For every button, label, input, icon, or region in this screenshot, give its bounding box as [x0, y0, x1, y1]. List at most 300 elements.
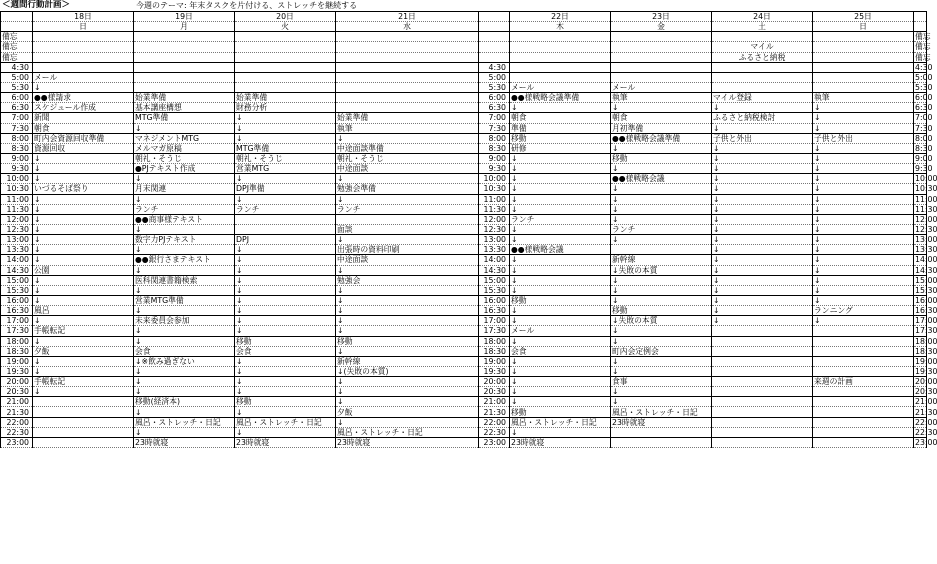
schedule-cell[interactable]: 移動 — [510, 133, 611, 143]
memo-label[interactable]: 備忘 — [1, 42, 33, 52]
schedule-cell[interactable]: ↓※飲み過ぎない — [134, 356, 235, 366]
time-label[interactable]: 21:00 — [479, 397, 510, 407]
schedule-cell[interactable]: ↓ — [813, 103, 914, 113]
schedule-cell[interactable]: ↓ — [510, 194, 611, 204]
time-label[interactable]: 9:30 — [479, 164, 510, 174]
schedule-cell[interactable]: ↓ — [611, 366, 712, 376]
time-label[interactable]: 7:30 — [915, 123, 933, 133]
schedule-cell[interactable]: ↓ — [235, 245, 336, 255]
time-label[interactable]: 10:30 — [479, 184, 510, 194]
schedule-cell[interactable]: 朝食 — [510, 113, 611, 123]
schedule-cell[interactable] — [813, 72, 914, 82]
schedule-cell[interactable]: ↓ — [510, 275, 611, 285]
schedule-cell[interactable] — [813, 346, 914, 356]
time-label[interactable]: 22:00 — [479, 417, 510, 427]
schedule-cell[interactable]: ↓ — [813, 123, 914, 133]
schedule-cell[interactable]: ↓ — [611, 285, 712, 295]
memo-cell[interactable] — [510, 32, 611, 42]
schedule-cell[interactable]: 新幹線 — [336, 356, 479, 366]
schedule-cell[interactable]: ↓ — [813, 113, 914, 123]
time-label[interactable]: 8:30 — [915, 143, 933, 153]
memo-cell[interactable] — [336, 42, 479, 52]
schedule-cell[interactable] — [813, 82, 914, 92]
time-label[interactable]: 14:30 — [479, 265, 510, 275]
schedule-cell[interactable]: マイル登録 — [712, 93, 813, 103]
schedule-cell[interactable]: ↓ — [510, 164, 611, 174]
date-cell[interactable]: 22日 — [510, 12, 611, 22]
time-label[interactable]: 15:30 — [915, 285, 937, 295]
schedule-cell[interactable]: ↓ — [712, 316, 813, 326]
schedule-cell[interactable]: ランチ — [611, 224, 712, 234]
time-label[interactable]: 10:00 — [915, 174, 937, 184]
schedule-cell[interactable]: 財務分析 — [235, 103, 336, 113]
schedule-cell[interactable]: ランチ — [134, 204, 235, 214]
schedule-cell[interactable]: ↓ — [813, 255, 914, 265]
schedule-cell[interactable]: ↓ — [510, 265, 611, 275]
schedule-cell[interactable] — [33, 407, 134, 417]
schedule-cell[interactable]: ↓ — [510, 356, 611, 366]
memo-label[interactable]: 備忘 — [915, 52, 931, 62]
schedule-cell[interactable]: 移動 — [510, 407, 611, 417]
weekday-cell[interactable]: 月 — [134, 22, 235, 32]
schedule-cell[interactable]: マネジメントMTG — [134, 133, 235, 143]
schedule-cell[interactable]: 町内会定例会 — [611, 346, 712, 356]
time-label[interactable]: 13:00 — [1, 235, 33, 245]
schedule-cell[interactable] — [611, 72, 712, 82]
schedule-cell[interactable]: ↓ — [611, 214, 712, 224]
time-label[interactable]: 8:00 — [915, 133, 933, 143]
schedule-cell[interactable]: 移動 — [235, 397, 336, 407]
memo-cell[interactable]: マイル — [712, 42, 813, 52]
schedule-cell[interactable] — [813, 336, 914, 346]
schedule-cell[interactable]: ↓ — [33, 336, 134, 346]
weekday-cell[interactable]: 水 — [336, 22, 479, 32]
schedule-cell[interactable] — [712, 437, 813, 447]
schedule-cell[interactable]: 23時就寝 — [235, 437, 336, 447]
time-label[interactable]: 17:30 — [479, 326, 510, 336]
schedule-cell[interactable]: ↓ — [33, 275, 134, 285]
time-label[interactable]: 19:00 — [915, 356, 937, 366]
memo-cell[interactable] — [336, 52, 479, 62]
time-label[interactable]: 18:30 — [1, 346, 33, 356]
schedule-cell[interactable]: ↓ — [235, 265, 336, 275]
time-label[interactable]: 14:00 — [479, 255, 510, 265]
corner-cell[interactable] — [1, 12, 33, 22]
time-label[interactable]: 15:30 — [1, 285, 33, 295]
schedule-cell[interactable]: 手帳転記 — [33, 377, 134, 387]
time-label[interactable]: 10:30 — [915, 184, 937, 194]
schedule-cell[interactable]: ↓ — [33, 82, 134, 92]
schedule-cell[interactable]: ↓ — [510, 397, 611, 407]
memo-cell[interactable] — [235, 32, 336, 42]
schedule-cell[interactable]: ↓ — [510, 427, 611, 437]
time-label[interactable]: 16:00 — [479, 295, 510, 305]
time-gutter-cell[interactable] — [479, 42, 510, 52]
schedule-cell[interactable]: ↓ — [712, 245, 813, 255]
time-label[interactable]: 17:00 — [915, 316, 937, 326]
memo-cell[interactable] — [235, 52, 336, 62]
time-label[interactable]: 13:00 — [479, 235, 510, 245]
schedule-cell[interactable]: 中途面談 — [336, 164, 479, 174]
schedule-cell[interactable]: ↓ — [611, 275, 712, 285]
schedule-cell[interactable]: メール — [510, 82, 611, 92]
time-label[interactable]: 17:30 — [915, 326, 937, 336]
schedule-cell[interactable]: ↓ — [510, 255, 611, 265]
time-label[interactable]: 5:00 — [915, 72, 933, 82]
time-label[interactable]: 5:00 — [479, 72, 510, 82]
time-label[interactable]: 10:00 — [1, 174, 33, 184]
schedule-cell[interactable]: ↓ — [712, 265, 813, 275]
memo-cell[interactable] — [611, 52, 712, 62]
time-label[interactable]: 8:00 — [1, 133, 33, 143]
schedule-cell[interactable] — [336, 93, 479, 103]
schedule-cell[interactable]: ↓ — [134, 326, 235, 336]
time-label[interactable]: 21:30 — [479, 407, 510, 417]
schedule-cell[interactable]: ランチ — [510, 214, 611, 224]
date-cell[interactable]: 19日 — [134, 12, 235, 22]
memo-cell[interactable] — [813, 52, 914, 62]
schedule-cell[interactable]: ↓ — [813, 184, 914, 194]
time-label[interactable]: 9:00 — [479, 153, 510, 163]
time-label[interactable]: 19:30 — [1, 366, 33, 376]
schedule-cell[interactable]: ↓ — [33, 164, 134, 174]
schedule-cell[interactable]: ↓ — [33, 204, 134, 214]
schedule-cell[interactable]: ↓失敗の本質 — [611, 265, 712, 275]
time-label[interactable]: 5:30 — [1, 82, 33, 92]
schedule-cell[interactable] — [712, 72, 813, 82]
schedule-cell[interactable]: ●●様請求 — [33, 93, 134, 103]
schedule-cell[interactable]: ↓ — [510, 184, 611, 194]
time-label[interactable]: 8:30 — [1, 143, 33, 153]
schedule-cell[interactable]: メール — [33, 72, 134, 82]
schedule-cell[interactable]: 準備 — [510, 123, 611, 133]
schedule-cell[interactable]: ↓ — [611, 397, 712, 407]
schedule-cell[interactable] — [813, 326, 914, 336]
time-label[interactable]: 10:30 — [1, 184, 33, 194]
schedule-cell[interactable]: 始業準備 — [235, 93, 336, 103]
schedule-cell[interactable] — [813, 356, 914, 366]
time-label[interactable]: 21:30 — [1, 407, 33, 417]
schedule-cell[interactable]: ↓ — [813, 174, 914, 184]
schedule-cell[interactable]: ↓ — [235, 356, 336, 366]
time-label[interactable]: 10:00 — [479, 174, 510, 184]
schedule-cell[interactable]: 数字力PJテキスト — [134, 235, 235, 245]
schedule-cell[interactable]: ↓ — [712, 306, 813, 316]
schedule-cell[interactable]: ↓ — [611, 326, 712, 336]
schedule-cell[interactable]: ↓ — [33, 214, 134, 224]
schedule-cell[interactable]: ↓ — [611, 103, 712, 113]
time-gutter-cell[interactable] — [479, 32, 510, 42]
time-label[interactable]: 14:30 — [1, 265, 33, 275]
memo-cell[interactable] — [134, 42, 235, 52]
schedule-cell[interactable]: ↓ — [336, 235, 479, 245]
schedule-cell[interactable]: スケジュール作成 — [33, 103, 134, 113]
schedule-cell[interactable]: ↓ — [134, 427, 235, 437]
time-label[interactable]: 7:00 — [915, 113, 933, 123]
edge-cell[interactable] — [914, 12, 927, 22]
schedule-cell[interactable] — [611, 62, 712, 72]
schedule-cell[interactable] — [712, 387, 813, 397]
schedule-cell[interactable]: ●●様戦略会議準備 — [510, 93, 611, 103]
schedule-cell[interactable]: ↓ — [712, 143, 813, 153]
schedule-cell[interactable] — [510, 62, 611, 72]
time-label[interactable]: 11:00 — [1, 194, 33, 204]
schedule-cell[interactable]: ↓ — [510, 387, 611, 397]
time-label[interactable]: 6:00 — [1, 93, 33, 103]
schedule-cell[interactable]: MTG準備 — [235, 143, 336, 153]
schedule-cell[interactable]: ↓ — [510, 153, 611, 163]
schedule-cell[interactable]: ↓ — [611, 143, 712, 153]
memo-cell[interactable] — [336, 32, 479, 42]
time-label[interactable]: 19:00 — [1, 356, 33, 366]
weekday-cell[interactable]: 土 — [712, 22, 813, 32]
time-label[interactable]: 4:30 — [915, 62, 933, 72]
schedule-cell[interactable]: ↓ — [813, 245, 914, 255]
schedule-cell[interactable]: 営業MTG — [235, 164, 336, 174]
schedule-cell[interactable]: ↓ — [134, 387, 235, 397]
schedule-cell[interactable]: ↓ — [134, 377, 235, 387]
weekday-cell[interactable]: 火 — [235, 22, 336, 32]
schedule-cell[interactable]: ↓ — [33, 295, 134, 305]
time-label[interactable]: 11:30 — [479, 204, 510, 214]
schedule-cell[interactable]: ●●様戦略会議 — [510, 245, 611, 255]
schedule-cell[interactable]: ↓ — [611, 235, 712, 245]
schedule-cell[interactable]: ↓ — [336, 377, 479, 387]
schedule-cell[interactable]: ↓ — [611, 356, 712, 366]
time-label[interactable]: 19:30 — [915, 366, 937, 376]
schedule-cell[interactable]: ↓ — [813, 295, 914, 305]
schedule-cell[interactable]: ↓ — [134, 224, 235, 234]
schedule-cell[interactable]: ↓ — [235, 174, 336, 184]
schedule-cell[interactable] — [712, 346, 813, 356]
schedule-cell[interactable]: 中途面談 — [336, 255, 479, 265]
schedule-cell[interactable]: ↓ — [33, 356, 134, 366]
schedule-cell[interactable]: ↓ — [712, 123, 813, 133]
time-label[interactable]: 23:00 — [479, 437, 510, 447]
schedule-cell[interactable]: 未来委員会参加 — [134, 316, 235, 326]
schedule-cell[interactable]: ↓ — [33, 235, 134, 245]
time-label[interactable]: 11:00 — [479, 194, 510, 204]
schedule-cell[interactable] — [33, 437, 134, 447]
schedule-cell[interactable]: メルマガ原稿 — [134, 143, 235, 153]
schedule-cell[interactable]: 基本講座構想 — [134, 103, 235, 113]
schedule-cell[interactable]: ↓ — [813, 224, 914, 234]
schedule-cell[interactable]: 中途面談準備 — [336, 143, 479, 153]
time-label[interactable]: 12:30 — [1, 224, 33, 234]
schedule-cell[interactable]: ランニング — [813, 306, 914, 316]
schedule-cell[interactable]: 町内会資源回収準備 — [33, 133, 134, 143]
weekday-cell[interactable]: 日 — [813, 22, 914, 32]
date-cell[interactable]: 21日 — [336, 12, 479, 22]
schedule-cell[interactable]: 子供と外出 — [813, 133, 914, 143]
schedule-cell[interactable] — [712, 397, 813, 407]
schedule-cell[interactable]: MTG準備 — [134, 113, 235, 123]
schedule-cell[interactable]: ↓ — [134, 336, 235, 346]
time-label[interactable]: 13:00 — [915, 235, 937, 245]
schedule-cell[interactable]: ↓ — [813, 285, 914, 295]
time-label[interactable]: 8:30 — [479, 143, 510, 153]
schedule-cell[interactable]: ↓ — [336, 316, 479, 326]
schedule-cell[interactable]: 23時就寝 — [134, 437, 235, 447]
schedule-cell[interactable] — [813, 387, 914, 397]
time-label[interactable]: 7:30 — [479, 123, 510, 133]
schedule-cell[interactable]: 風呂 — [33, 306, 134, 316]
schedule-cell[interactable]: 23時就寝 — [611, 417, 712, 427]
schedule-cell[interactable]: ランチ — [235, 204, 336, 214]
time-label[interactable]: 7:00 — [479, 113, 510, 123]
time-label[interactable]: 4:30 — [479, 62, 510, 72]
schedule-cell[interactable]: ↓ — [712, 204, 813, 214]
time-label[interactable]: 16:30 — [1, 306, 33, 316]
time-label[interactable]: 13:30 — [1, 245, 33, 255]
time-label[interactable]: 12:00 — [479, 214, 510, 224]
time-label[interactable]: 9:30 — [915, 164, 933, 174]
schedule-cell[interactable] — [33, 417, 134, 427]
memo-cell[interactable] — [611, 42, 712, 52]
schedule-cell[interactable]: ●●様戦略会議 — [611, 174, 712, 184]
schedule-cell[interactable]: ↓ — [336, 397, 479, 407]
memo-cell[interactable] — [134, 32, 235, 42]
schedule-cell[interactable]: 会食 — [510, 346, 611, 356]
time-label[interactable]: 14:00 — [1, 255, 33, 265]
schedule-cell[interactable]: ↓ — [336, 285, 479, 295]
schedule-cell[interactable]: ↓ — [813, 153, 914, 163]
schedule-cell[interactable]: 新幹線 — [611, 255, 712, 265]
schedule-cell[interactable]: ↓ — [33, 174, 134, 184]
time-label[interactable]: 11:00 — [915, 194, 937, 204]
schedule-cell[interactable]: ↓ — [33, 245, 134, 255]
schedule-cell[interactable]: ↓ — [712, 235, 813, 245]
memo-cell[interactable] — [510, 42, 611, 52]
schedule-cell[interactable] — [336, 72, 479, 82]
time-label[interactable]: 15:30 — [479, 285, 510, 295]
schedule-cell[interactable]: ↓ — [235, 316, 336, 326]
schedule-cell[interactable] — [336, 82, 479, 92]
schedule-cell[interactable] — [33, 427, 134, 437]
time-label[interactable]: 15:00 — [479, 275, 510, 285]
schedule-cell[interactable]: ↓ — [134, 245, 235, 255]
schedule-cell[interactable]: 勉強会準備 — [336, 184, 479, 194]
schedule-cell[interactable]: 会食 — [134, 346, 235, 356]
schedule-cell[interactable] — [611, 245, 712, 255]
time-label[interactable]: 7:00 — [1, 113, 33, 123]
schedule-cell[interactable]: ↓ — [235, 255, 336, 265]
memo-cell[interactable] — [712, 32, 813, 42]
schedule-cell[interactable]: ●●銀行さまテキスト — [134, 255, 235, 265]
time-label[interactable]: 11:30 — [915, 204, 937, 214]
schedule-cell[interactable]: ↓ — [712, 275, 813, 285]
schedule-cell[interactable]: ↓ — [235, 133, 336, 143]
schedule-cell[interactable]: ↓ — [134, 407, 235, 417]
schedule-cell[interactable]: 風呂・ストレッチ・日記 — [134, 417, 235, 427]
schedule-cell[interactable]: ↓ — [510, 306, 611, 316]
schedule-cell[interactable]: ↓ — [235, 275, 336, 285]
time-label[interactable]: 16:00 — [915, 296, 937, 305]
schedule-cell[interactable] — [712, 366, 813, 376]
schedule-cell[interactable]: ↓ — [712, 103, 813, 113]
schedule-cell[interactable]: 移動 — [235, 336, 336, 346]
schedule-cell[interactable]: 風呂・ストレッチ・日記 — [510, 417, 611, 427]
schedule-cell[interactable] — [235, 62, 336, 72]
time-label[interactable]: 12:30 — [915, 225, 937, 235]
memo-cell[interactable] — [33, 32, 134, 42]
schedule-cell[interactable]: 始業準備 — [134, 93, 235, 103]
schedule-cell[interactable]: ↓ — [235, 407, 336, 417]
schedule-cell[interactable] — [235, 224, 336, 234]
time-label[interactable]: 18:00 — [479, 336, 510, 346]
time-label[interactable]: 8:00 — [479, 133, 510, 143]
date-cell[interactable]: 23日 — [611, 12, 712, 22]
schedule-cell[interactable]: 移動 — [611, 306, 712, 316]
schedule-cell[interactable]: ふるさと納税検討 — [712, 113, 813, 123]
schedule-cell[interactable] — [813, 397, 914, 407]
schedule-cell[interactable]: 風呂・ストレッチ・日記 — [235, 417, 336, 427]
schedule-cell[interactable]: 来週の計画 — [813, 377, 914, 387]
schedule-cell[interactable]: 面談 — [336, 224, 479, 234]
schedule-cell[interactable]: ↓ — [235, 113, 336, 123]
schedule-cell[interactable] — [813, 407, 914, 417]
edge-cell[interactable] — [914, 22, 927, 32]
schedule-cell[interactable]: ↓ — [813, 143, 914, 153]
schedule-cell[interactable]: ↓ — [134, 306, 235, 316]
schedule-cell[interactable] — [712, 62, 813, 72]
time-label[interactable]: 21:30 — [915, 407, 937, 417]
schedule-cell[interactable]: 始業準備 — [336, 113, 479, 123]
time-label[interactable]: 13:30 — [915, 245, 937, 255]
schedule-cell[interactable]: ↓ — [510, 174, 611, 184]
time-label[interactable]: 19:00 — [479, 356, 510, 366]
schedule-cell[interactable]: 月末関連 — [134, 184, 235, 194]
time-label[interactable]: 19:30 — [479, 366, 510, 376]
time-label[interactable]: 20:00 — [1, 377, 33, 387]
time-label[interactable]: 12:30 — [479, 224, 510, 234]
schedule-cell[interactable]: いづるそば祭り — [33, 184, 134, 194]
schedule-cell[interactable]: ↓失敗の本質 — [611, 316, 712, 326]
memo-cell[interactable] — [134, 52, 235, 62]
time-label[interactable]: 14:00 — [915, 255, 937, 265]
schedule-cell[interactable]: ↓ — [235, 326, 336, 336]
schedule-cell[interactable]: ↓ — [33, 316, 134, 326]
schedule-cell[interactable]: ↓ — [336, 387, 479, 397]
schedule-cell[interactable] — [813, 437, 914, 447]
schedule-cell[interactable]: ↓ — [611, 387, 712, 397]
time-gutter-cell[interactable] — [479, 52, 510, 62]
time-label[interactable]: 20:30 — [1, 387, 33, 397]
time-label[interactable]: 18:30 — [479, 346, 510, 356]
schedule-cell[interactable] — [33, 62, 134, 72]
schedule-cell[interactable] — [134, 72, 235, 82]
time-label[interactable]: 9:00 — [915, 154, 933, 164]
schedule-cell[interactable]: ↓ — [611, 336, 712, 346]
schedule-cell[interactable]: ↓ — [510, 204, 611, 214]
schedule-cell[interactable]: ↓ — [235, 387, 336, 397]
schedule-cell[interactable]: 移動(経済本) — [134, 397, 235, 407]
schedule-cell[interactable]: 勉強会 — [336, 275, 479, 285]
corner-cell[interactable] — [1, 22, 33, 32]
schedule-cell[interactable]: ↓ — [813, 214, 914, 224]
schedule-cell[interactable]: ↓ — [611, 194, 712, 204]
schedule-cell[interactable]: ↓ — [510, 377, 611, 387]
weekday-cell[interactable]: 日 — [33, 22, 134, 32]
time-label[interactable]: 21:00 — [915, 397, 937, 407]
schedule-cell[interactable]: 会食 — [235, 346, 336, 356]
schedule-cell[interactable]: 移動 — [336, 336, 479, 346]
schedule-cell[interactable]: ↓ — [813, 275, 914, 285]
schedule-cell[interactable]: 手帳転記 — [33, 326, 134, 336]
schedule-cell[interactable] — [712, 417, 813, 427]
time-gutter-cell[interactable] — [479, 22, 510, 32]
schedule-cell[interactable]: 新聞 — [33, 113, 134, 123]
